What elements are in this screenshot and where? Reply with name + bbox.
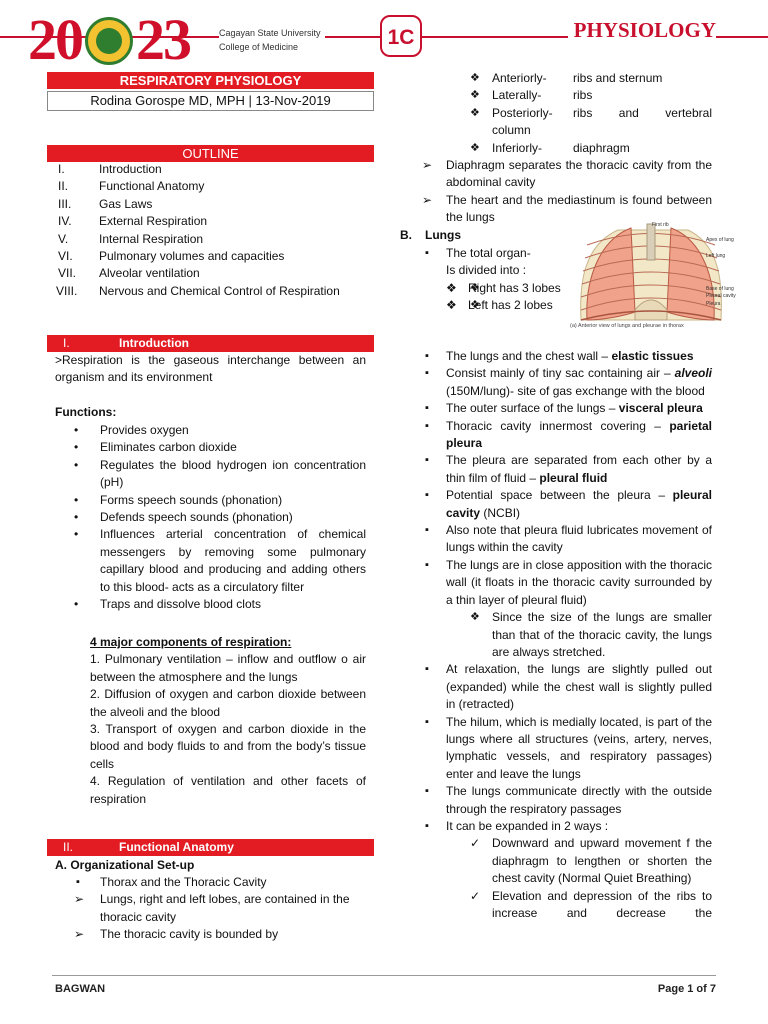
- list-item: • Forms speech sounds (phonation): [100, 492, 366, 509]
- list-item: ▪ The lungs and the chest wall – elastic tissues: [400, 348, 712, 365]
- list-item: • Defends speech sounds (phonation): [100, 509, 366, 526]
- list-item: ✓ Elevation and depression of the ribs to increase and decrease the: [400, 888, 712, 923]
- components-heading: 4 major components of respiration:: [90, 635, 292, 649]
- list-item: ▪ Also note that pleura fluid lubricates movement of lungs within the cavity: [400, 522, 712, 557]
- list-item: 4. Regulation of ventilation and other facets of respiration: [90, 774, 366, 806]
- logo-year-right: 23: [136, 7, 190, 72]
- list-item: ▪ At relaxation, the lungs are slightly pulled out (expanded) while the chest wall is slightly pulled in (retracted): [400, 661, 712, 713]
- list-item: ▪ The lungs communicate directly with the outside through the respiratory passages: [400, 783, 712, 818]
- list-item: ✓ Downward and upward movement f the diaphragm to lengthen or shorten the chest cavity (Normal Quiet Breathing): [400, 835, 712, 887]
- list-item: ➢ The heart and the mediastinum is found between the lungs: [400, 192, 712, 227]
- page-number: Page 1 of 7: [657, 983, 716, 995]
- list-item: ▪ Thoracic cavity innermost covering – parietal pleura: [400, 418, 712, 453]
- list-item: ▪ The pleura are separated from each other by a thin film of fluid – pleural fluid: [400, 452, 712, 487]
- page-title: RESPIRATORY PHYSIOLOGY: [47, 72, 374, 89]
- section-intro-heading: I. Introduction: [47, 335, 374, 352]
- list-item: ▪ The lungs are in close apposition with the thoracic wall (it floats in the thoracic cavity surrounded by a thin layer of pleural fluid): [400, 557, 712, 609]
- list-item: ▪ Thorax and the Thoracic Cavity: [55, 874, 366, 891]
- fig-label: First rib: [652, 222, 669, 228]
- footer-rule: [52, 975, 716, 976]
- list-item: ❖ Anteriorly- ribs and sternum: [400, 70, 712, 87]
- list-item: ❖ Since the size of the lungs are smaller than that of the thoracic cavity, the lungs are always stretched.: [400, 609, 712, 661]
- fig-label: Left lung: [706, 253, 726, 259]
- list-item: • Eliminates carbon dioxide: [100, 439, 366, 456]
- list-item: ▪ Consist mainly of tiny sac containing air – alveoli (150M/lung)- site of gas exchange with the blood: [400, 365, 712, 400]
- fig-label: Base of lung: [706, 286, 734, 292]
- functions-label: Functions:: [55, 405, 117, 419]
- anatomy-list: [55, 874, 366, 944]
- functions-list: [55, 422, 366, 613]
- list-item: • Traps and dissolve blood clots: [100, 596, 366, 613]
- subsection-b: B. Lungs: [400, 228, 461, 242]
- subsection-a: A. Organizational Set-up: [55, 858, 195, 872]
- list-item: 1. Pulmonary ventilation – inflow and outflow o air between the atmosphere and the lungs: [90, 652, 366, 684]
- footer-author: BAGWAN: [55, 983, 106, 995]
- list-item: ➢ Lungs, right and left lobes, are contained in the thoracic cavity: [55, 891, 366, 926]
- list-item: ▪ The hilum, which is medially located, is part of the lungs where all structures (veins, artery, nerves, lymphatic vessels, and respiratory passages) enter and leave the lungs: [400, 714, 712, 784]
- list-item: • Influences arterial concentration of chemical messengers by removing some pulmonary capillary blood and producing and adding others to this blood- acts as a circulatory filter: [100, 526, 366, 596]
- list-item: ▪ It can be expanded in 2 ways :: [400, 818, 712, 835]
- intro-paragraph: >Respiration is the gaseous interchange between an organism and its environment: [55, 353, 366, 385]
- components-block: [90, 634, 366, 808]
- fig-label: Pleural cavity: [706, 293, 736, 299]
- author-line: Rodina Gorospe MD, MPH | 13-Nov-2019: [47, 91, 374, 111]
- list-item: ❖ Inferiorly- diaphragm: [400, 140, 712, 157]
- list-item: • Provides oxygen: [100, 422, 366, 439]
- section-badge: 1C: [380, 15, 422, 57]
- list-item: ▪ Potential space between the pleura – pleural cavity (NCBI): [400, 487, 712, 522]
- subject-title: PHYSIOLOGY: [568, 18, 716, 43]
- fig-label: Pleura: [706, 301, 721, 307]
- lung-points-list: [400, 348, 712, 922]
- seal-center-icon: [96, 28, 122, 54]
- list-item: ❖ Posteriorly- ribs and vertebral column: [400, 105, 712, 140]
- list-item: ➢ The thoracic cavity is bounded by: [55, 926, 366, 943]
- logo-year-left: 20: [28, 7, 82, 72]
- bounds-list: [400, 70, 712, 227]
- university-name: Cagayan State University College of Medicine: [219, 26, 325, 54]
- list-item: 2. Diffusion of oxygen and carbon dioxide between the alveoli and the blood: [90, 687, 366, 719]
- list-item: 3. Transport of oxygen and carbon dioxide in the blood and body fluids to and from the body’s tissue cells: [90, 722, 366, 771]
- figure-caption: (a) Anterior view of lungs and pleurae in thorax: [570, 323, 684, 329]
- total-organ-text: ▪ The total organ-: [400, 245, 580, 262]
- outline-heading: OUTLINE: [47, 145, 374, 162]
- list-item: • Regulates the blood hydrogen ion concentration (pH): [100, 457, 366, 492]
- divided-into-text: Is divided into :: [446, 263, 527, 278]
- section-anatomy-heading: II. Functional Anatomy: [47, 839, 374, 856]
- list-item: ▪ The outer surface of the lungs – visceral pleura: [400, 400, 712, 417]
- lobes-block: [400, 245, 580, 315]
- list-item: ❖ Laterally- ribs: [400, 87, 712, 104]
- fig-label: Apex of lung: [706, 237, 734, 243]
- list-item: ❖ ❖ Left has 2 lobes: [400, 297, 580, 314]
- list-item: ❖ ❖ Right has 3 lobes: [400, 280, 580, 297]
- list-item: ➢ Diaphragm separates the thoracic cavity from the abdominal cavity: [400, 157, 712, 192]
